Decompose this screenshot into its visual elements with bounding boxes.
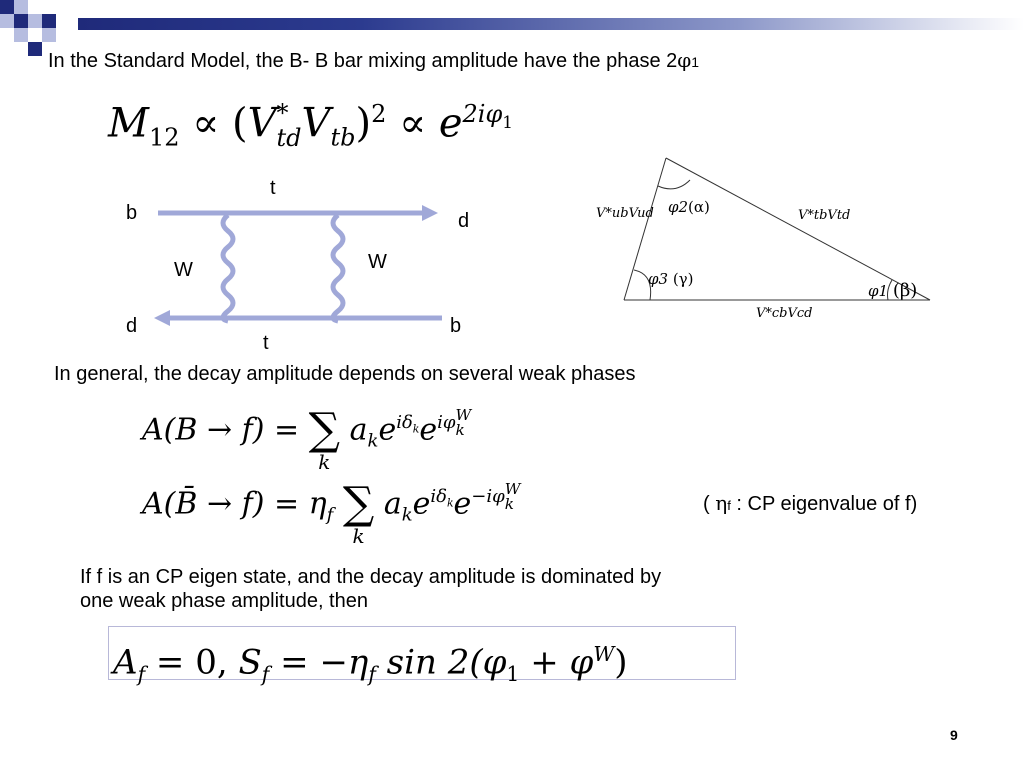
arrow-right-icon bbox=[422, 205, 438, 221]
res-a-sub: f bbox=[137, 662, 146, 687]
eq-abar-index: k bbox=[352, 524, 365, 548]
eq-m: M bbox=[108, 100, 149, 147]
arrow-left-icon bbox=[154, 310, 170, 326]
res-eq1: = 0, bbox=[145, 642, 239, 683]
res-eta-sub: f bbox=[368, 662, 376, 687]
eq-paren: ( bbox=[232, 100, 248, 147]
amplitude-bar-equation bbox=[142, 478, 521, 548]
eq-abar-e1-sup-sub: k bbox=[446, 496, 454, 510]
eq-exp: 2iφ bbox=[462, 100, 503, 128]
eq-paren: ) bbox=[355, 100, 372, 147]
amplitude-equation bbox=[142, 404, 472, 474]
res-s-sub: f bbox=[261, 662, 270, 687]
res-sin: sin 2(φ bbox=[375, 642, 507, 683]
deco-square bbox=[28, 0, 42, 14]
res-phi-sup: W bbox=[593, 642, 615, 666]
eta-symbol: η bbox=[715, 491, 728, 515]
label-b-right: b bbox=[450, 315, 462, 337]
triangle-label-right: V*tbVtd bbox=[798, 208, 851, 223]
header-bar bbox=[78, 18, 1024, 30]
res-a: A bbox=[113, 642, 138, 683]
eq-a-e2-sup: iφ bbox=[437, 412, 456, 434]
deco-square bbox=[42, 28, 56, 42]
res-close: ) bbox=[614, 642, 628, 683]
angle-beta: (β) bbox=[892, 280, 918, 301]
eq-a-e2: e bbox=[419, 412, 438, 448]
triangle-angle-right bbox=[868, 280, 917, 301]
triangle-angle-left bbox=[648, 270, 694, 288]
deco-square bbox=[0, 0, 14, 14]
label-w-right: W bbox=[368, 251, 387, 273]
eta-note-text: : CP eigenvalue of f) bbox=[730, 493, 918, 515]
eq-v2: V bbox=[301, 100, 331, 147]
w-boson-left bbox=[223, 215, 233, 321]
label-t-top: t bbox=[270, 177, 276, 199]
deco-square bbox=[14, 0, 28, 14]
deco-square bbox=[28, 42, 42, 56]
label-w-left: W bbox=[174, 259, 193, 281]
eq-abar-lhs-sub: f bbox=[326, 504, 334, 526]
eq-v2-sub: tb bbox=[330, 123, 356, 152]
triangle-side-right bbox=[666, 158, 930, 300]
eq-v1: V bbox=[247, 100, 277, 147]
eq-abar-e2-sup-k: k bbox=[504, 495, 515, 514]
intro-phi: φ bbox=[677, 48, 692, 72]
deco-square bbox=[14, 28, 28, 42]
mixing-equation bbox=[108, 100, 513, 152]
deco-square bbox=[42, 14, 56, 28]
deco-square bbox=[28, 14, 42, 28]
res-phi-sub: 1 bbox=[506, 662, 520, 687]
label-t-bottom: t bbox=[263, 332, 269, 354]
eta-note-open: ( bbox=[703, 493, 716, 515]
res-s: S bbox=[238, 642, 262, 683]
res-eq2: = −η bbox=[269, 642, 369, 683]
angle-alpha: (α) bbox=[688, 198, 710, 216]
angle-phi3: φ3 bbox=[648, 270, 669, 288]
eq-a-term-sub: k bbox=[367, 430, 379, 452]
eq-abar-term: a bbox=[383, 486, 402, 522]
label-d-left: d bbox=[126, 315, 138, 337]
general-text: In general, the decay amplitude depends on several weak phases bbox=[54, 363, 636, 385]
intro-text-main: In the Standard Model, the B- B bar mixing amplitude have the phase 2 bbox=[48, 50, 678, 72]
eta-note bbox=[703, 491, 917, 516]
eq-a-e1-sup-sub: k bbox=[412, 422, 420, 436]
deco-square bbox=[0, 14, 14, 28]
eq-abar-e2-sup: −iφ bbox=[471, 486, 505, 508]
condition-line-1: If f is an CP eigen state, and the decay amplitude is dominated by bbox=[80, 566, 662, 588]
angle-gamma: (γ) bbox=[672, 270, 694, 288]
eq-v1-sub: td bbox=[276, 124, 302, 153]
eq-abar-e1-sup: iδ bbox=[430, 486, 447, 508]
condition-text bbox=[80, 565, 661, 613]
eq-prop: ∝ bbox=[399, 100, 427, 147]
intro-text bbox=[48, 48, 699, 73]
eq-abar-term-sub: k bbox=[401, 504, 413, 526]
res-plus: + φ bbox=[519, 642, 594, 683]
label-b-left: b bbox=[126, 202, 138, 224]
eq-a-e2-sup-w: W bbox=[455, 406, 472, 424]
eq-a-e2-sup-k: k bbox=[455, 421, 465, 440]
eq-a-e1-sup: iδ bbox=[396, 412, 413, 434]
eq-a-term: a bbox=[349, 412, 368, 448]
condition-line-2: one weak phase amplitude, then bbox=[80, 590, 368, 612]
intro-phi-sub: 1 bbox=[691, 54, 700, 70]
deco-square bbox=[14, 14, 28, 28]
triangle-label-bottom: V*cbVcd bbox=[756, 306, 813, 321]
eq-abar-sum: ∑ bbox=[342, 478, 375, 529]
triangle-angle-top bbox=[668, 198, 710, 216]
eq-e: e bbox=[438, 100, 463, 147]
eq-abar-e2-sup-w: W bbox=[504, 480, 521, 498]
label-d-right: d bbox=[458, 210, 470, 232]
angle-phi2: φ2 bbox=[668, 198, 689, 216]
eta-sub: f bbox=[727, 498, 731, 513]
box-diagram bbox=[120, 175, 470, 355]
triangle-label-left: V*ubVud bbox=[596, 206, 654, 221]
eq-v1-sup: * bbox=[276, 99, 289, 128]
eq-power: 2 bbox=[371, 100, 387, 128]
angle-phi1: φ1 bbox=[868, 282, 889, 300]
eq-a-e1: e bbox=[378, 412, 397, 448]
eq-abar-lhs: A(B̄ → f) = η bbox=[142, 486, 327, 522]
eq-prop: ∝ bbox=[192, 100, 220, 147]
eq-a-sum: ∑ bbox=[308, 404, 341, 455]
result-equation bbox=[108, 626, 736, 687]
eq-exp-sub: 1 bbox=[502, 111, 513, 132]
eq-a-lhs: A(B → f) = bbox=[142, 412, 300, 448]
angle-arc-top bbox=[658, 180, 690, 189]
eq-m-sub: 12 bbox=[148, 123, 180, 152]
page-number: 9 bbox=[950, 727, 958, 743]
eq-abar-e1: e bbox=[412, 486, 431, 522]
w-boson-right bbox=[333, 215, 343, 321]
eq-a-index: k bbox=[318, 450, 331, 474]
eq-abar-e2: e bbox=[453, 486, 472, 522]
